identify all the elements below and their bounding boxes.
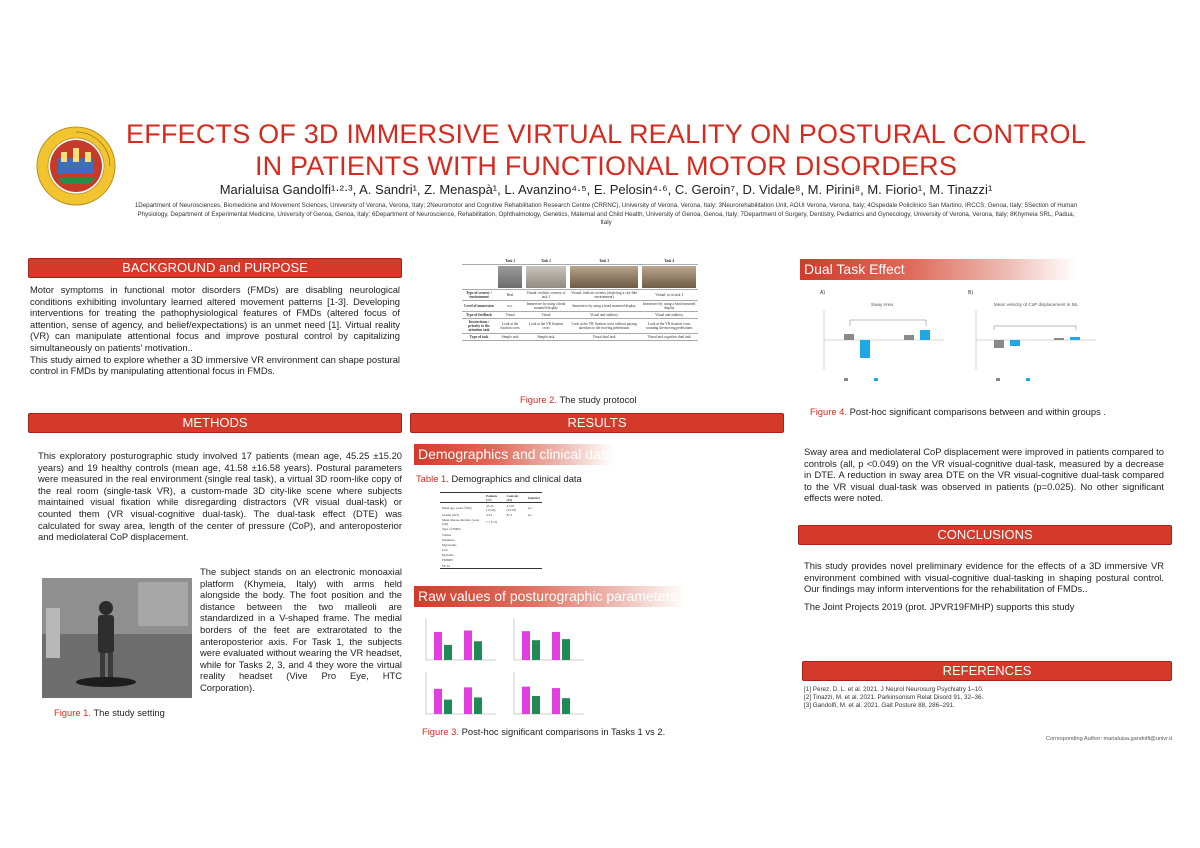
bar (562, 639, 570, 660)
bar (904, 335, 914, 340)
protocol-cell: Visual and auditory (568, 312, 641, 319)
protocol-cell: Visual (524, 312, 568, 319)
demographics-table (440, 492, 542, 569)
demo-cell: Tremor (442, 532, 452, 537)
demo-row (440, 518, 542, 527)
protocol-image-cell (496, 265, 524, 290)
demo-cell: SF-36 (440, 563, 484, 569)
protocol-cell: n.a. (496, 301, 524, 312)
panel-a-title: Sway Area (871, 302, 893, 307)
protocol-cell: Visual and auditory (640, 312, 698, 319)
protocol-table (462, 258, 698, 390)
bar (1010, 340, 1020, 346)
demo-cell: Patients (17) (484, 493, 504, 503)
protocol-cell: Immersive by using a head mounted display (568, 301, 641, 312)
methods-heading: METHODS (28, 413, 402, 433)
demo-cell (505, 518, 526, 527)
reference-item: [3] Gandolfi, M. et al. 2021. Gait Posture 88, 286–291. (804, 702, 955, 710)
demo-row (440, 563, 542, 569)
figure-4-text: Post-hoc significant comparisons between and within groups . (849, 406, 1106, 417)
bar (552, 632, 560, 660)
demo-cell: Mean disease duration, years (SD) (442, 518, 479, 527)
references-list (804, 686, 1164, 711)
demo-cell: 45.25 (15.20) (486, 503, 496, 512)
bar (844, 334, 854, 340)
table-1-text: Demographics and clinical data (451, 473, 582, 484)
study-setting-photo (42, 578, 192, 698)
figure-4-caption (810, 406, 1106, 417)
protocol-header: Task 1 (496, 258, 524, 265)
figure-4-charts (814, 286, 1114, 390)
bar (552, 688, 560, 714)
protocol-cell: Virtual: as in task 3 (640, 290, 698, 301)
background-paragraph: Motor symptoms in functional motor disorders (FMDs) are disabling neurological conditions exhibiting involuntary learned altered movement patterns [1-3]. Developing interventions for treating the pathophysiological features of FMDs (altered focus of attention, sense of agency, and belief/expectations) is an unmet need [1]. Virtual reality (VR) can manipulate attentional focus and improve postural control by capitalizing simultaneously on patients' motivation.. (30, 284, 400, 353)
bar (562, 698, 570, 714)
demo-row (440, 503, 542, 513)
protocol-cell: Look at the VR fixation cross (524, 319, 568, 334)
demo-cell: n.s. (527, 505, 533, 510)
protocol-cell: Simple task (496, 334, 524, 341)
protocol-row (462, 312, 698, 319)
figure-3-caption (422, 726, 665, 737)
task-3-image (570, 266, 639, 288)
bar (464, 687, 472, 714)
protocol-cell: Visual (496, 312, 524, 319)
figure-3-text: Post-hoc significant comparisons in Tasks 1 vs 2. (461, 726, 666, 737)
table-1-caption (416, 473, 582, 484)
conclusions-paragraph: This study provides novel preliminary evidence for the effects of a 3D immersive VR environment combined with visual-cognitive dual-tasking in shaping postural control. Our findings may inform interventions for the rehabilitation of FMDs.. (804, 560, 1164, 595)
protocol-cell: Immersive by using a head mounted display (524, 301, 568, 312)
demo-cell (505, 563, 526, 569)
bar (522, 631, 530, 660)
bar (444, 700, 452, 714)
demo-cell: Gender (m/f) (442, 512, 459, 517)
bar (532, 696, 540, 714)
aim-paragraph: This study aimed to explore whether a 3D immersive VR environment can shape postural control in FMDs by manipulating attentional focus in FMDs. (30, 353, 400, 377)
poster-title (120, 118, 1092, 182)
protocol-cell: Visual and cognitive dual task (640, 334, 698, 341)
protocol-row-header: Type of task (462, 334, 496, 341)
protocol-image-cell (524, 265, 568, 290)
demo-cell: Gait (442, 548, 448, 553)
authors: Marialuisa Gandolfi¹·²·³, A. Sandri¹, Z. Menaspà¹, L. Avanzino⁴·⁵, E. Pelosin⁴·⁶, C. Geroin⁷, D. Vidale⁸, M. Pirini⁸, M. Fiorio¹, M. Tinazzi¹ (219, 182, 993, 197)
bar (860, 340, 870, 358)
significance-bracket (850, 320, 926, 326)
demo-cell: 3/14 (486, 512, 492, 517)
table-1-label: Table 1. (416, 473, 449, 484)
demo-cell: Type of FMDs (442, 527, 461, 532)
background-heading: BACKGROUND and PURPOSE (28, 258, 402, 278)
protocol-image-row (462, 265, 698, 290)
affiliations: 1Department of Neurosciences, Biomedicine and Movement Sciences, University of Verona, Verona, Italy; 2Neuromotor and Cognitive Rehabilitation Research Centre (CRRNC), University of Verona, Verona, Italy; 3Neurorehabilitation Unit, AOUI Verona, Verona, Italy; 4Ospedale Policlinico San Martino, IRCCS, Genoa, Italy; 5Section of Human Physiology, Department of Experimental Medicine, University of Genoa, Genoa, Italy; 6Department of Neuroscience, Rehabilitation, Ophthalmology, Genetics, Maternal and Child Health, University of Genoa, Genoa, Italy; 7Department of Surgery, Dentistry, Pediatrics and Gynecology, University of Verona, Verona, Italy; 8Khymeia SRL, Padua, Italy (134, 202, 1078, 227)
protocol-row-header: Type of feedback (462, 312, 496, 319)
figure-2-label: Figure 2. (520, 394, 557, 405)
figure-1-label: Figure 1. (54, 707, 91, 718)
protocol-image-cell (640, 265, 698, 290)
methods-text: This exploratory posturographic study involved 17 patients (mean age, 45.25 ±15.20 years) and 19 healthy controls (mean age, 41.58 ±16.58 years). Postural parameters were measured in the real environment (single real task), a virtual 3D room-like copy of the real room (single-task VR), a custom-made 3D city-like scene where subjects maintained visual fixation while disregarding distractors (VR visual dual-task) or counted them (VR visual-cognitive dual-task). The dual-task effect (DTE) was calculated for sway area, length of the center of pressure (CoP), and anteroposterior and mediolateral CoP displacement. (38, 450, 402, 543)
panel-b-title: Mean velocity of CoP displacement in ML (993, 302, 1079, 307)
background-text (30, 284, 400, 377)
figure-4-label: Figure 4. (810, 406, 847, 417)
protocol-cell: Look at the VR fixation cross without paying attention to the moving pedestrians (568, 319, 641, 334)
bar (474, 641, 482, 660)
protocol-row (462, 290, 698, 301)
protocol-row (462, 319, 698, 334)
protocol-row-header: Instructions / priority to the attention task (462, 319, 496, 334)
platform-text: The subject stands on an electronic monoaxial platform (Khymeia, Italy) with arms held alongside the body. The foot position and the distance between the two malleoli are standardized in a V-shaped frame. The medial borders of the feet are extrarotated to the anteroposterior axis. For Task 1, the subjects were evaluated without wearing the VR headset, while for Tasks 2, 3, and 4 they wore the virtual reality headset (Vive Pro Eye, HTC Corporation). (200, 566, 402, 693)
demo-cell (526, 563, 542, 569)
raw-values-heading: Raw values of posturographic parameters (414, 586, 686, 607)
conclusions-text (804, 560, 1164, 612)
demo-cell: 7.7 (7.2) (486, 520, 498, 525)
figure-2-caption (520, 394, 637, 405)
demo-cell: Statistics (526, 493, 542, 503)
title-line-2: IN PATIENTS WITH FUNCTIONAL MOTOR DISORDERS (254, 151, 958, 181)
legend-swatch (874, 378, 878, 381)
dual-task-text: Sway area and mediolateral CoP displacement were improved in patients compared to controls (all, p <0.049) on the VR visual-cognitive dual-task, measured by a decrease in DTE. A reduction in sway area DTE on the VR visual-cognitive dual-task compared to the VR visual dual-task was observed in patients (p=0.025). No other significant effects were noted. (804, 446, 1164, 504)
university-logo (36, 126, 116, 206)
corresponding-author: Corresponding Author: marialuisa.gandolfi@univr.it (1045, 736, 1172, 742)
bar (532, 640, 540, 660)
demo-header-row (440, 493, 542, 503)
bar (522, 687, 530, 714)
demo-cell: PMDRS (442, 558, 453, 563)
funding-note: The Joint Projects 2019 (prot. JPVR19FMHP) supports this study (804, 600, 1075, 612)
bar (994, 340, 1004, 348)
demographics-heading: Demographics and clinical data (414, 444, 614, 465)
task-1-image (498, 266, 522, 288)
protocol-grid (462, 258, 698, 341)
protocol-row-header: Type of scenery / environment (462, 290, 496, 301)
panel-b-letter: B) (968, 290, 973, 296)
protocol-header: Task 3 (568, 258, 641, 265)
protocol-cell: Virtual: realistic scenery (depicting a city-like environment) (568, 290, 641, 301)
bar (434, 689, 442, 714)
bar (474, 697, 482, 714)
legend-swatch (844, 378, 848, 381)
bar (434, 632, 442, 660)
protocol-image-cell (462, 265, 496, 290)
protocol-cell: Look at the fixation cross (496, 319, 524, 334)
figure-1-caption (54, 707, 165, 718)
legend-swatch (1026, 378, 1030, 381)
demo-cell: Mean age, years (±SD) (442, 505, 472, 510)
results-heading: RESULTS (410, 413, 784, 433)
protocol-row (462, 334, 698, 341)
figure-3-label: Figure 3. (422, 726, 459, 737)
legend-swatch (996, 378, 1000, 381)
protocol-image-cell (568, 265, 641, 290)
protocol-cell: Real (496, 290, 524, 301)
demo-cell: Weakness (442, 537, 455, 542)
bar (1070, 337, 1080, 340)
protocol-row-header: Level of immersion (462, 301, 496, 312)
panel-a-letter: A) (820, 290, 825, 296)
conclusions-heading: CONCLUSIONS (798, 525, 1172, 545)
references-heading: REFERENCES (802, 661, 1172, 681)
title-line-1: EFFECTS OF 3D IMMERSIVE VIRTUAL REALITY ON POSTURAL CONTROL (126, 119, 1086, 149)
protocol-row (462, 301, 698, 312)
demo-cell: Dystonia (442, 553, 454, 558)
demo-cell: 8/11 (506, 512, 513, 517)
task-2-image (526, 266, 566, 288)
reference-item: [2] Tinazzi, M. et al. 2021. Parkinsonism Relat Disord 91, 32–36. (804, 694, 984, 702)
protocol-cell: Virtual: realistic scenery of task 1 (524, 290, 568, 301)
bar (920, 330, 930, 340)
figure-1-text: The study setting (93, 707, 165, 718)
demo-cell: Myoclonus (442, 542, 457, 547)
protocol-cell: Immersive by using a head mounted display (640, 301, 698, 312)
demographics-grid (440, 492, 542, 569)
demo-cell: 41.58 (16.58) (506, 503, 516, 512)
demo-cell (484, 563, 504, 569)
demo-cell: Controls (19) (505, 493, 526, 503)
figure-2-text: The study protocol (559, 394, 637, 405)
demo-cell (440, 493, 484, 503)
bar (444, 645, 452, 660)
protocol-cell: Simple task (524, 334, 568, 341)
dual-task-heading: Dual Task Effect (800, 259, 1076, 280)
reference-item: [1] Perez, D. L. et al. 2021. J Neurol Neurosurg Psychiatry 1–10. (804, 686, 984, 693)
bar (464, 630, 472, 660)
bar (1054, 338, 1064, 340)
protocol-header: Task 4 (640, 258, 698, 265)
demo-cell (526, 518, 542, 527)
task-4-image (642, 266, 696, 288)
protocol-header: Task 2 (524, 258, 568, 265)
protocol-cell: Look at the VR fixation cross counting the moving pedestrians (640, 319, 698, 334)
figure-3-charts (416, 614, 596, 718)
protocol-cell: Visual dual task (568, 334, 641, 341)
demo-cell: n.s. (527, 512, 533, 517)
significance-bracket (994, 326, 1076, 330)
